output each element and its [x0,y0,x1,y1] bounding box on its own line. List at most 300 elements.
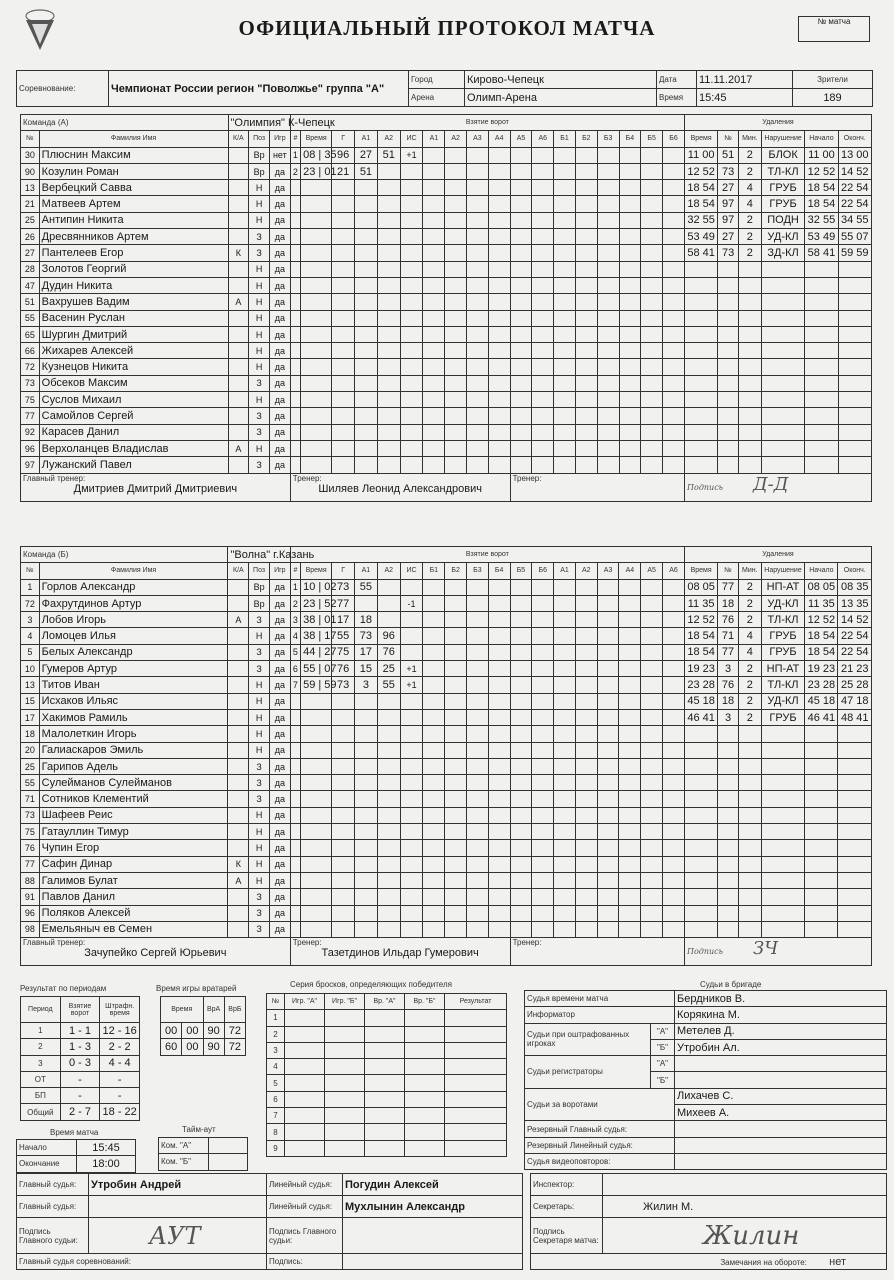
pen-end [838,872,872,888]
player-plays: да [269,424,290,440]
shootout-cell [405,1091,445,1107]
goal-number [290,245,300,261]
player-role [228,775,249,791]
goal-number [290,824,300,840]
goal-time [301,294,332,310]
goal-time [301,758,332,774]
line-cell [663,375,685,391]
line-cell [488,612,510,628]
line-cell [532,359,554,375]
player-row [21,807,872,823]
player-row [21,245,872,261]
player-plays: да [269,440,290,456]
line-cell [488,229,510,245]
reserve-head-label: Резервный Главный судья: [525,1121,675,1137]
line-cell [597,424,619,440]
goal-assist-1: 18 [355,612,378,628]
goal-assist-2 [377,343,400,359]
goal-assist-1: 73 [355,628,378,644]
line-cell [488,579,510,595]
player-role [228,375,249,391]
shootout-cell [405,1010,445,1026]
line-cell [510,840,532,856]
goal-time [301,326,332,342]
pen-end: 34 55 [838,212,871,228]
line-cell [510,889,532,905]
line-cell [597,677,619,693]
shootout-cell [405,1108,445,1124]
pen-minutes [738,440,761,456]
col-header: Поз [249,563,270,579]
line-cell [532,408,554,424]
pen-infraction [761,742,805,758]
shootout-cell [405,1026,445,1042]
line-cell [532,212,554,228]
line-header: Б5 [510,563,532,579]
line-cell [423,840,445,856]
goal-number [290,457,300,473]
line-cell [467,359,489,375]
player-name: Жихарев Алексей [39,343,228,359]
line-cell [575,163,597,179]
pen-player [718,775,739,791]
line-cell [510,326,532,342]
signature-cell [685,473,872,501]
line-cell [488,889,510,905]
player-number: 96 [21,905,40,921]
line-cell [423,709,445,725]
line-cell [597,644,619,660]
player-number: 15 [21,693,40,709]
line-cell [445,196,467,212]
pen-infraction: БЛОК [761,147,805,163]
goal-number [290,294,300,310]
goal-scorer [332,856,355,872]
line-cell [641,408,663,424]
goal-assist-1 [355,180,378,196]
viewers-value: 189 [793,89,873,107]
line-cell [423,326,445,342]
line-cell [554,775,576,791]
pen-infraction [761,905,805,921]
line-cell [423,742,445,758]
line-cell [663,612,685,628]
line-cell [619,856,641,872]
player-name: Обсеков Максим [39,375,228,391]
line-cell [641,180,663,196]
line-header: А6 [532,131,554,147]
goal-time: 23 | 01 [301,163,332,179]
col-header: Фамилия Имя [39,563,228,579]
line-cell [641,147,663,163]
line-cell [575,628,597,644]
player-position: З [249,245,270,261]
pen-end: 59 59 [838,245,871,261]
line-cell [488,343,510,359]
line-cell [619,824,641,840]
player-row [21,905,872,921]
pen-infraction [761,440,805,456]
shootout-cell [325,1091,365,1107]
line-cell [488,424,510,440]
line-cell [597,196,619,212]
gk-time-header: Время [161,997,204,1023]
line-cell [597,294,619,310]
pen-start [805,921,838,937]
viewers-label: Зрители [793,71,873,89]
line-cell [510,261,532,277]
col-header: К/А [228,563,249,579]
line-cell [597,440,619,456]
goal-assist-2 [377,163,400,179]
line-cell [467,905,489,921]
player-row [21,163,872,179]
goal-scorer [332,440,355,456]
line-cell [575,677,597,693]
player-name: Павлов Данил [39,889,228,905]
head-coach-cell [21,938,291,966]
line-cell [532,824,554,840]
pen-minutes: 4 [738,196,761,212]
goal-scorer [332,180,355,196]
line-cell [663,872,685,888]
pen-time: 12 52 [685,612,718,628]
line-cell [554,612,576,628]
pen-time [685,758,718,774]
line-cell [575,147,597,163]
shootout-cell [325,1010,365,1026]
pen-infraction: ГРУБ [761,196,805,212]
line-cell [575,742,597,758]
pen-infraction [761,343,805,359]
pen-end [838,921,872,937]
pen-player: 76 [718,612,739,628]
player-number: 25 [21,758,40,774]
shootout-cell [285,1075,325,1091]
line-cell [445,408,467,424]
line-cell [423,392,445,408]
pen-infraction [761,424,805,440]
pen-player [718,758,739,774]
pen-end: 47 18 [838,693,872,709]
pen-end: 55 07 [838,229,871,245]
goal-scorer: 21 [332,163,355,179]
line-cell [619,905,641,921]
player-plays: да [269,229,290,245]
goal-assist-1: 15 [355,661,378,677]
line-cell [597,343,619,359]
line-cell [532,163,554,179]
player-number: 17 [21,709,40,725]
goal-number [290,196,300,212]
pen-player: 3 [718,709,739,725]
player-position: Н [249,180,270,196]
line-cell [423,856,445,872]
line-cell [467,612,489,628]
line-cell [575,196,597,212]
sign-label-bottom: Подпись: [267,1254,343,1270]
line-cell [510,758,532,774]
line-cell [641,726,663,742]
timekeeper-value: Бердников В. [675,991,887,1007]
goal-time [301,180,332,196]
crew-table [524,990,887,1170]
goal-scorer [332,693,355,709]
secretary-signature: Жилин [603,1218,887,1254]
pen-minutes: 2 [738,595,761,611]
player-position: Н [249,872,270,888]
player-plays: да [269,628,290,644]
line-cell [488,677,510,693]
line-cell [510,612,532,628]
pen-minutes [738,758,761,774]
pen-end [838,359,871,375]
line-cell [597,310,619,326]
player-role [228,905,249,921]
goal-strength [400,408,423,424]
player-row [21,693,872,709]
shootout-cell [365,1108,405,1124]
line-cell [663,163,685,179]
line-cell [467,840,489,856]
line-cell [445,229,467,245]
pen-end [838,775,872,791]
pen-start [805,775,838,791]
line-cell [510,294,532,310]
gk-a: 90 [203,1023,224,1039]
goal-assist-2 [377,824,400,840]
line-cell [619,661,641,677]
line-cell [641,261,663,277]
pen-end: 22 54 [838,644,872,660]
pen-col-header: Оконч. [838,563,872,579]
pen-infraction [761,457,805,473]
pen-minutes [738,392,761,408]
line-cell [423,163,445,179]
pen-minutes [738,408,761,424]
period-row [21,1088,140,1104]
line-cell [663,889,685,905]
time-label: Время [657,89,697,107]
line-cell [575,693,597,709]
line-cell [488,147,510,163]
line-cell [488,212,510,228]
line-cell [554,424,576,440]
line-cell [467,693,489,709]
line-cell [597,921,619,937]
line-cell [467,229,489,245]
pen-minutes: 2 [738,612,761,628]
col-header: Поз [249,131,270,147]
timeout-title: Тайм-аут [182,1125,216,1134]
line-cell [597,326,619,342]
line-cell [445,326,467,342]
arena-value: Олимп-Арена [465,89,657,107]
line-cell [554,440,576,456]
coach-label: Тренер: [292,473,322,483]
line-cell [575,644,597,660]
pen-start [805,856,838,872]
line-cell [575,579,597,595]
goal-strength [400,261,423,277]
goal-assist-1 [355,791,378,807]
pen-end [838,261,871,277]
pen-minutes [738,726,761,742]
player-number: 75 [21,824,40,840]
line-cell [423,872,445,888]
line-cell [575,872,597,888]
goal-number [290,180,300,196]
head-coach-value: Зачупейко Сергей Юрьевич [84,947,227,960]
pen-start [805,343,838,359]
line-cell [510,180,532,196]
line-cell [619,872,641,888]
pen-end: 08 35 [838,579,872,595]
goal-strength [400,196,423,212]
line-cell [663,824,685,840]
line-cell [532,392,554,408]
line-cell [554,180,576,196]
goal-strength [400,294,423,310]
pen-end: 22 54 [838,196,871,212]
goal-time [301,261,332,277]
player-role [228,180,249,196]
player-position: Н [249,693,270,709]
player-number: 75 [21,392,40,408]
player-row [21,180,872,196]
line-cell [619,807,641,823]
pen-end [838,905,872,921]
player-name: Васенин Руслан [39,310,228,326]
pen-infraction [761,726,805,742]
goal-assist-2 [377,408,400,424]
line-cell [641,359,663,375]
line-cell [663,277,685,293]
line-cell [619,775,641,791]
line-cell [575,343,597,359]
line-cell [597,758,619,774]
line-cell [554,709,576,725]
line-cell [445,375,467,391]
shootout-cell [445,1091,507,1107]
line-cell [467,775,489,791]
line-cell [619,840,641,856]
player-role [228,742,249,758]
pen-end [838,392,871,408]
goal-scorer: 96 [332,147,355,163]
period-row [21,1055,140,1071]
goal-scorer [332,791,355,807]
shootout-cell [325,1140,365,1156]
player-position: Н [249,261,270,277]
pen-time: 46 41 [685,709,718,725]
line-header: Б4 [619,131,641,147]
line-cell [554,212,576,228]
player-number: 13 [21,180,40,196]
line-cell [663,595,685,611]
line-cell [575,180,597,196]
player-row [21,595,872,611]
player-number: 30 [21,147,40,163]
player-name: Карасев Данил [39,424,228,440]
pen-end [838,277,871,293]
shootout-row [267,1059,507,1075]
head-sign-label-2: Подпись Главного судьи: [267,1218,343,1254]
line-cell [641,758,663,774]
goal-number [290,742,300,758]
line-cell [663,661,685,677]
pen-infraction: ТЛ-КЛ [761,677,805,693]
pen-minutes [738,905,761,921]
line-cell [445,693,467,709]
pen-time [685,440,718,456]
pen-minutes: 2 [738,229,761,245]
line-cell [532,693,554,709]
line-cell [663,147,685,163]
timekeeper-label: Судья времени матча [525,991,675,1007]
pen-player [718,905,739,921]
match-number-label: № матча [817,17,851,26]
line-cell [663,440,685,456]
goal-assist-2 [377,709,400,725]
pen-start [805,294,838,310]
pen-end: 48 41 [838,709,872,725]
line-cell [554,392,576,408]
player-row [21,359,872,375]
shootout-row [267,1075,507,1091]
line-cell [467,595,489,611]
pen-player: 3 [718,661,739,677]
line-cell [510,791,532,807]
line-cell [597,180,619,196]
player-position: З [249,921,270,937]
line-cell [641,856,663,872]
pen-col-header: № [718,131,739,147]
line-cell [467,677,489,693]
goals-header: Взятие ворот [290,115,684,131]
line-cell [488,824,510,840]
team-signature: Д-Д [753,473,789,495]
shootout-cell [285,1124,325,1140]
coach-value: Шиляев Леонид Александрович [318,482,482,495]
line-cell [597,408,619,424]
line-cell [619,440,641,456]
team-label: Команда (Б) [21,547,228,563]
player-position: Н [249,742,270,758]
player-role [228,424,249,440]
pen-end [838,424,871,440]
goal-strength [400,579,423,595]
player-plays: да [269,326,290,342]
player-plays: да [269,294,290,310]
pen-start [805,310,838,326]
goal-assist-1: 51 [355,163,378,179]
goal-time: 59 | 59 [301,677,332,693]
pen-infraction: ЗД-КЛ [761,245,805,261]
goal-assist-1 [355,693,378,709]
player-position: Н [249,824,270,840]
player-name: Суслов Михаил [39,392,228,408]
period-label: ОТ [21,1071,61,1087]
referees-table [16,1173,887,1270]
col-header: А2 [377,563,400,579]
goal-assist-2 [377,310,400,326]
pen-start: 32 55 [805,212,838,228]
coach-2-label: Тренер: [510,473,684,501]
goal-assist-1 [355,196,378,212]
line-cell [532,758,554,774]
line-cell [467,457,489,473]
